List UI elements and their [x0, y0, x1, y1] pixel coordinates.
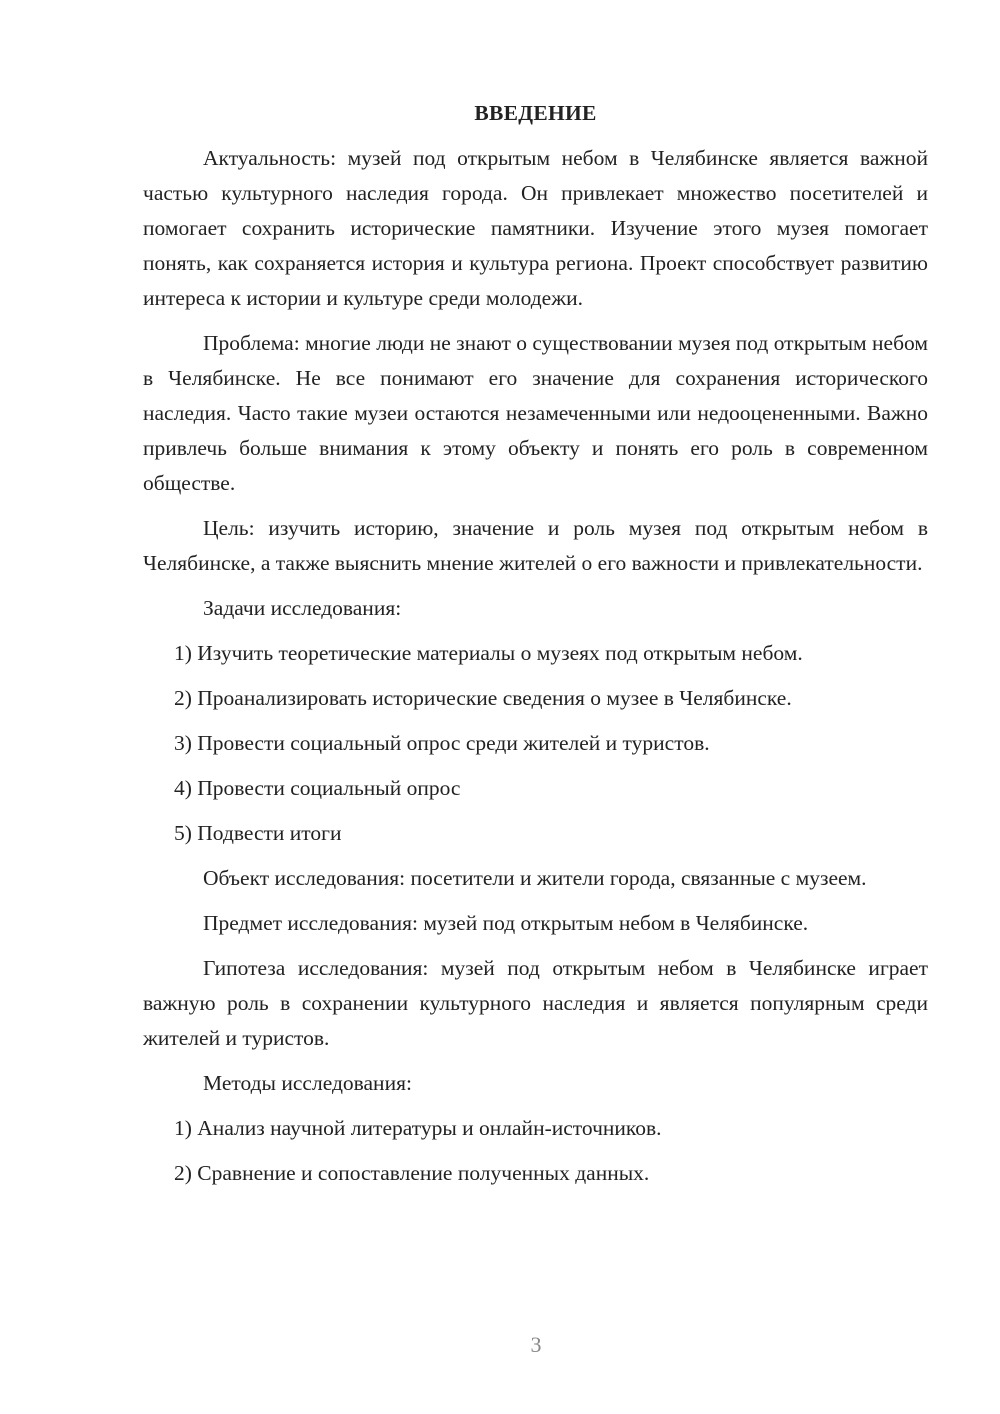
list-item: 1) Анализ научной литературы и онлайн-источников.: [174, 1116, 662, 1140]
relevance-paragraph: Актуальность: музей под открытым небом в Челябинске является важной частью культурного наследия города. Он привлекает множество посетителей и помогает сохранить исторические памятники. Изучение этого музея помогает понять, как сохраняется история и культура региона. Проект способствует развитию интереса к истории и культуре среди молодежи.: [143, 146, 928, 310]
problem-paragraph: Проблема: многие люди не знают о существовании музея под открытым небом в Челябинске. Не все понимают его значение для сохранения исторического наследия. Часто такие музеи остаются незамеченными или недооцененными. Важно привлечь больше внимания к этому объекту и понять его роль в современном обществе.: [143, 331, 928, 495]
section-title: ВВЕДЕНИЕ: [474, 101, 597, 125]
hypothesis-paragraph: Гипотеза исследования: музей под открытым небом в Челябинске играет важную роль в сохранении культурного наследия и является популярным среди жителей и туристов.: [143, 956, 928, 1050]
list-item: 1) Изучить теоретические материалы о музеях под открытым небом.: [174, 641, 803, 665]
page-number: 3: [530, 1332, 542, 1357]
list-item: 4) Провести социальный опрос: [174, 776, 461, 800]
list-item: 5) Подвести итоги: [174, 821, 342, 845]
methods-label: Методы исследования:: [203, 1071, 412, 1095]
tasks-list: [143, 636, 928, 851]
list-item: 2) Сравнение и сопоставление полученных данных.: [174, 1161, 650, 1185]
document-body: [143, 96, 928, 1201]
goal-paragraph: Цель: изучить историю, значение и роль музея под открытым небом в Челябинске, а также выяснить мнение жителей о его важности и привлекательности.: [143, 516, 928, 575]
methods-list: [143, 1111, 928, 1191]
object-paragraph: Объект исследования: посетители и жители города, связанные с музеем.: [203, 866, 867, 890]
list-item: 3) Провести социальный опрос среди жителей и туристов.: [174, 731, 710, 755]
tasks-label: Задачи исследования:: [203, 596, 402, 620]
subject-paragraph: Предмет исследования: музей под открытым небом в Челябинске.: [203, 911, 809, 935]
list-item: 2) Проанализировать исторические сведения о музее в Челябинске.: [174, 686, 792, 710]
